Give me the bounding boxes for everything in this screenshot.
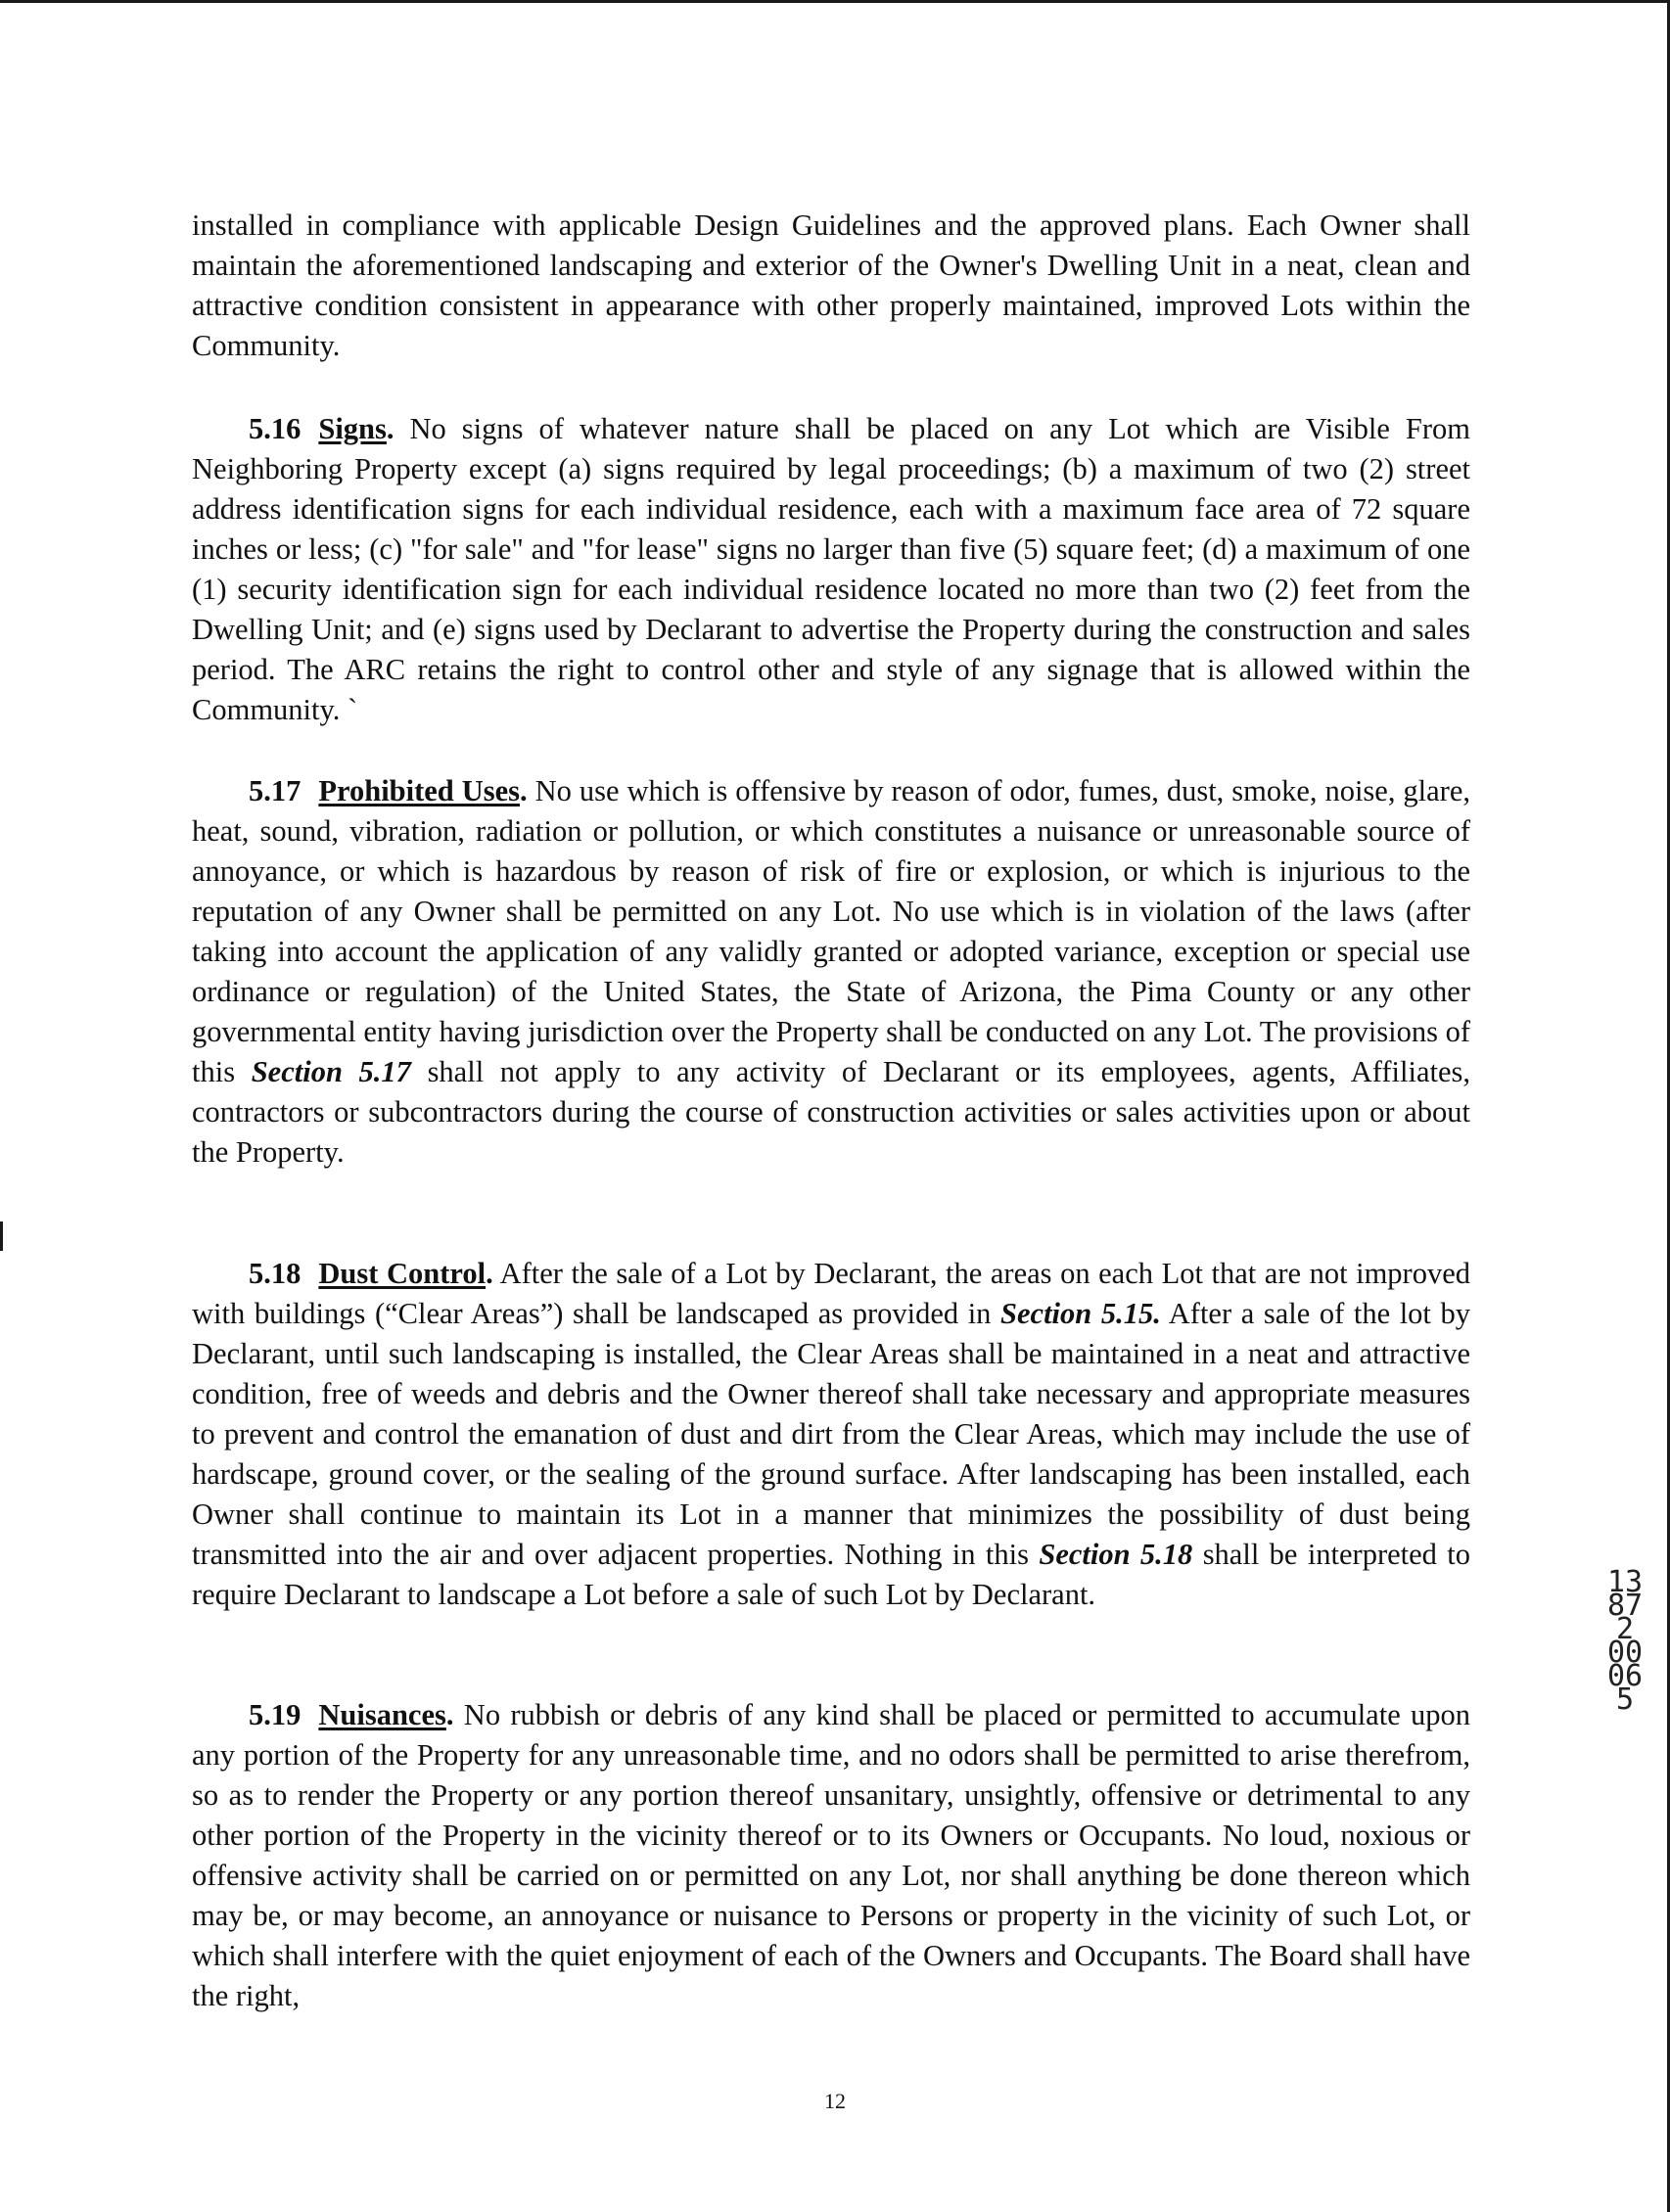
section-5-19: 5.19 Nuisances. No rubbish or debris of any kind shall be placed or permitted to accumulate upon any portion of the Property for any unreasonable time, and no odors shall be permitted to arise therefrom, so as to render the Property or any portion thereof unsanitary, unsightly, offensive or detrimental to any other portion of the Property in the vicinity thereof or to its Owners or Occupants. No loud, noxious or offensive activity shall be carried on or permitted on any Lot, nor shall anything be done thereon which may be, or may become, an annoyance or nuisance to Persons or property in the vicinity of such Lot, or which shall interfere with the quiet enjoyment of each of the Owners and Occupants. The Board shall have the right, — [192, 1695, 1470, 2016]
section-title: Dust Control — [318, 1257, 487, 1290]
section-reference-b: Section 5.18 — [1039, 1538, 1193, 1571]
scan-border-top — [0, 0, 1670, 3]
section-reference: Section 5.17 — [251, 1055, 411, 1088]
intro-text: installed in compliance with applicable Design Guidelines and the approved plans. Each Owner shall maintain the aforementioned landscaping and exterior of the Owner's Dwelling Unit in a neat, clean and attractive condition consistent in appearance with other properly maintained, improved Lots within the Community. — [192, 208, 1470, 362]
intro-paragraph — [192, 206, 1470, 366]
section-title: Nuisances — [318, 1698, 446, 1731]
scan-edge-mark — [0, 1221, 3, 1251]
section-title: Signs — [318, 412, 387, 445]
recording-stamp-number: 13872 00065 — [1606, 1565, 1644, 1717]
section-5-18: 5.18 Dust Control. After the sale of a Lot by Declarant, the areas on each Lot that are not improved with buildings (“Clear Areas”) shall be landscaped as provided in Section 5.15. After a sale of the lot by Declarant, until such landscaping is installed, the Clear Areas shall be maintained in a neat and attractive condition, free of weeds and debris and the Owner thereof shall take necessary and appropriate measures to prevent and control the emanation of dust and dirt from the Clear Areas, which may include the use of hardscape, ground cover, or the sealing of the ground surface. After landscaping has been installed, each Owner shall continue to maintain its Lot in a manner that minimizes the possibility of dust being transmitted into the air and over adjacent properties. Nothing in this Section 5.18 shall be interpreted to require Declarant to landscape a Lot before a sale of such Lot by Declarant. — [192, 1254, 1470, 1615]
section-body-part-a: No use which is offensive by reason of odor, fumes, dust, smoke, noise, glare, heat, sound, vibration, radiation or pollution, or which constitutes a nuisance or unreasonable source of annoyance, or which is hazardous by reason of risk of fire or explosion, or which is injurious to the reputation of any Owner shall be permitted on any Lot. No use which is in violation of the laws (after taking into account the application of any validly granted or adopted variance, exception or special use ordinance or regulation) of the United States, the State of Arizona, the Pima County or any other governmental entity having jurisdiction over the Property shall be conducted on any Lot. The provisions of this — [192, 774, 1470, 1088]
section-reference-a: Section 5.15 — [1000, 1297, 1154, 1330]
section-body: No signs of whatever nature shall be placed on any Lot which are Visible From Neighboring Property except (a) signs required by legal proceedings; (b) a maximum of two (2) street address identification signs for each individual residence, each with a maximum face area of 72 square inches or less; (c) "for sale" and "for lease" signs no larger than five (5) square feet; (d) a maximum of one (1) security identification sign for each individual residence located no more than two (2) feet from the Dwelling Unit; and (e) signs used by Declarant to advertise the Property during the construction and sales period. The ARC retains the right to control other and style of any signage that is allowed within the Community. ` — [192, 412, 1471, 726]
section-number: 5.17 — [249, 774, 302, 807]
section-body-part-b: After a sale of the lot by Declarant, until such landscaping is installed, the Clear Areas shall be maintained in a neat and attractive condition, free of weeds and debris and the Owner thereof shall take necessary and appropriate measures to prevent and control the emanation of dust and dirt from the Clear Areas, which may include the use of hardscape, ground cover, or the sealing of the ground surface. After landscaping has been installed, each Owner shall continue to maintain its Lot in a manner that minimizes the possibility of dust being transmitted into the air and over adjacent properties. Nothing in this — [192, 1297, 1471, 1571]
section-number: 5.18 — [249, 1257, 302, 1290]
section-body-part-b: shall not apply to any activity of Declarant or its employees, agents, Affiliates, contractors or subcontractors during the course of construction activities or sales activities upon or about the Property. — [192, 1055, 1471, 1169]
section-5-17: 5.17 Prohibited Uses. No use which is offensive by reason of odor, fumes, dust, smoke, noise, glare, heat, sound, vibration, radiation or pollution, or which constitutes a nuisance or unreasonable source of annoyance, or which is hazardous by reason of risk of fire or explosion, or which is injurious to the reputation of any Owner shall be permitted on any Lot. No use which is in violation of the laws (after taking into account the application of any validly granted or adopted variance, exception or special use ordinance or regulation) of the United States, the State of Arizona, the Pima County or any other governmental entity having jurisdiction over the Property shall be conducted on any Lot. The provisions of this Section 5.17 shall not apply to any activity of Declarant or its employees, agents, Affiliates, contractors or subcontractors during the course of construction activities or sales activities upon or about the Property. — [192, 771, 1470, 1173]
page-number: 12 — [824, 2089, 846, 2113]
section-body-part-c: shall be interpreted to require Declarant to landscape a Lot before a sale of such Lot by Declarant. — [192, 1538, 1471, 1611]
section-5-16: 5.16 Signs. No signs of whatever nature shall be placed on any Lot which are Visible From Neighboring Property except (a) signs required by legal proceedings; (b) a maximum of two (2) street address identification signs for each individual residence, each with a maximum face area of 72 square inches or less; (c) "for sale" and "for lease" signs no larger than five (5) square feet; (d) a maximum of one (1) security identification sign for each individual residence located no more than two (2) feet from the Dwelling Unit; and (e) signs used by Declarant to advertise the Property during the construction and sales period. The ARC retains the right to control other and style of any signage that is allowed within the Community. ` — [192, 409, 1470, 730]
section-body: No rubbish or debris of any kind shall be placed or permitted to accumulate upon any portion of the Property for any unreasonable time, and no odors shall be permitted to arise therefrom, so as to render the Property or any portion thereof unsanitary, unsightly, offensive or detrimental to any other portion of the Property in the vicinity thereof or to its Owners or Occupants. No loud, noxious or offensive activity shall be carried on or permitted on any Lot, nor shall anything be done thereon which may be, or may become, an annoyance or nuisance to Persons or property in the vicinity of such Lot, or which shall interfere with the quiet enjoyment of each of the Owners and Occupants. The Board shall have the right, — [192, 1698, 1471, 2012]
section-number: 5.16 — [249, 412, 302, 445]
section-title: Prohibited Uses — [318, 774, 521, 807]
section-number: 5.19 — [249, 1698, 302, 1731]
section-body-part-a: After the sale of a Lot by Declarant, the areas on each Lot that are not improved with buildings (“Clear Areas”) shall be landscaped as provided in — [192, 1257, 1470, 1330]
